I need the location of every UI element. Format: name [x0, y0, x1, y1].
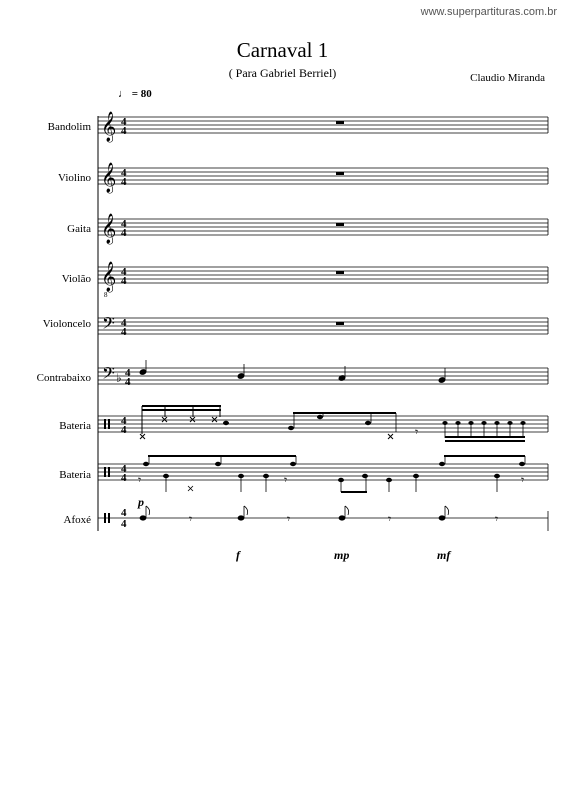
staff-bateria-2 [98, 455, 548, 509]
dynamic-mp: mp [334, 548, 350, 562]
time-sig-bottom: 4 [121, 227, 127, 239]
instrument-label-bandolim: Bandolim [47, 121, 91, 133]
note-head [362, 474, 368, 478]
score-subtitle: ( Para Gabriel Berriel) [228, 66, 337, 80]
x-notehead [188, 486, 193, 491]
dynamic-mf: mf [437, 548, 451, 562]
eighth-rest-icon: 𝄾 [138, 473, 142, 487]
eighth-note [339, 516, 345, 520]
time-sig-top: 4 [121, 463, 127, 475]
site-url: www.superpartituras.com.br [420, 6, 557, 18]
time-sig-bottom: 4 [121, 275, 127, 287]
eighth-note [140, 516, 146, 520]
eighth-rest-icon: 𝄾 [495, 512, 499, 526]
bass-clef-icon: 𝄢 [102, 365, 115, 387]
time-sig-bottom: 4 [121, 424, 127, 436]
time-sig-bottom: 4 [121, 472, 127, 484]
time-sig-top: 4 [121, 116, 127, 128]
dynamic-f: f [236, 548, 240, 562]
treble-clef-8vb-icon: 𝄞 [101, 262, 117, 291]
staff-bandolim [98, 111, 548, 143]
whole-rest-icon [336, 172, 344, 175]
x-notehead [190, 417, 195, 422]
whole-rest-icon [336, 223, 344, 226]
staff-afoxe [98, 506, 548, 531]
eighth-note [238, 516, 244, 520]
eighth-rest-icon: 𝄾 [388, 512, 392, 526]
staff-gaita [98, 213, 548, 245]
note-head [223, 421, 229, 425]
time-sig-bottom: 4 [121, 326, 127, 338]
eighth-rest-icon: 𝄾 [287, 512, 291, 526]
instrument-label-afoxe: Afoxé [63, 514, 91, 526]
time-sig-top: 4 [121, 167, 127, 179]
octave-8-marker: 8 [104, 291, 108, 299]
flat-icon: ♭ [116, 371, 122, 385]
eighth-rest-icon: 𝄾 [415, 425, 419, 439]
whole-rest-icon [336, 121, 344, 124]
whole-rest-icon [336, 271, 344, 274]
note-head [143, 462, 149, 466]
eighth-note [439, 516, 445, 520]
x-notehead [162, 417, 167, 422]
instrument-label-bateria-1: Bateria [59, 420, 91, 432]
time-sig-top: 4 [121, 317, 127, 329]
treble-clef-icon: 𝄞 [101, 163, 117, 192]
bass-clef-icon: 𝄢 [102, 315, 115, 337]
instrument-label-bateria-2: Bateria [59, 469, 91, 481]
dynamic-p: p [138, 495, 144, 509]
whole-rest-icon [336, 322, 344, 325]
treble-clef-icon: 𝄞 [101, 112, 117, 141]
staff-contrabaixo [98, 360, 548, 388]
note-head [365, 421, 371, 425]
eighth-rest-icon: 𝄾 [284, 473, 288, 487]
note-head [317, 415, 323, 419]
note-head [439, 462, 445, 466]
eighth-rest-icon: 𝄾 [521, 473, 525, 487]
time-sig-top: 4 [121, 218, 127, 230]
note-head [288, 426, 294, 430]
time-sig-bottom: 4 [125, 376, 131, 388]
staff-violao [98, 261, 548, 299]
time-sig-bottom: 4 [121, 518, 127, 530]
staff-bateria-1 [98, 405, 548, 442]
time-sig-top: 4 [121, 415, 127, 427]
time-sig-top: 4 [121, 266, 127, 278]
score-title: Carnaval 1 [236, 38, 329, 62]
staff-violoncelo [98, 315, 548, 338]
instrument-label-contrabaixo: Contrabaixo [36, 372, 91, 384]
treble-clef-icon: 𝄞 [101, 214, 117, 243]
time-sig-bottom: 4 [121, 125, 127, 137]
time-sig-top: 4 [121, 507, 127, 519]
composer-name: Claudio Miranda [470, 72, 545, 84]
time-sig-bottom: 4 [121, 176, 127, 188]
x-notehead [212, 417, 217, 422]
x-notehead [388, 434, 393, 439]
note-head [215, 462, 221, 466]
instrument-label-gaita: Gaita [67, 223, 91, 235]
staff-violino [98, 162, 548, 194]
instrument-label-violino: Violino [58, 172, 91, 184]
time-sig-top: 4 [125, 367, 131, 379]
note-head [519, 462, 525, 466]
note-head [290, 462, 296, 466]
eighth-rest-icon: 𝄾 [189, 512, 193, 526]
tempo-marking: ♩ = 80 [118, 88, 152, 100]
x-notehead [140, 434, 145, 439]
instrument-label-violoncelo: Violoncelo [42, 318, 91, 330]
instrument-label-violao: Violão [61, 273, 91, 285]
